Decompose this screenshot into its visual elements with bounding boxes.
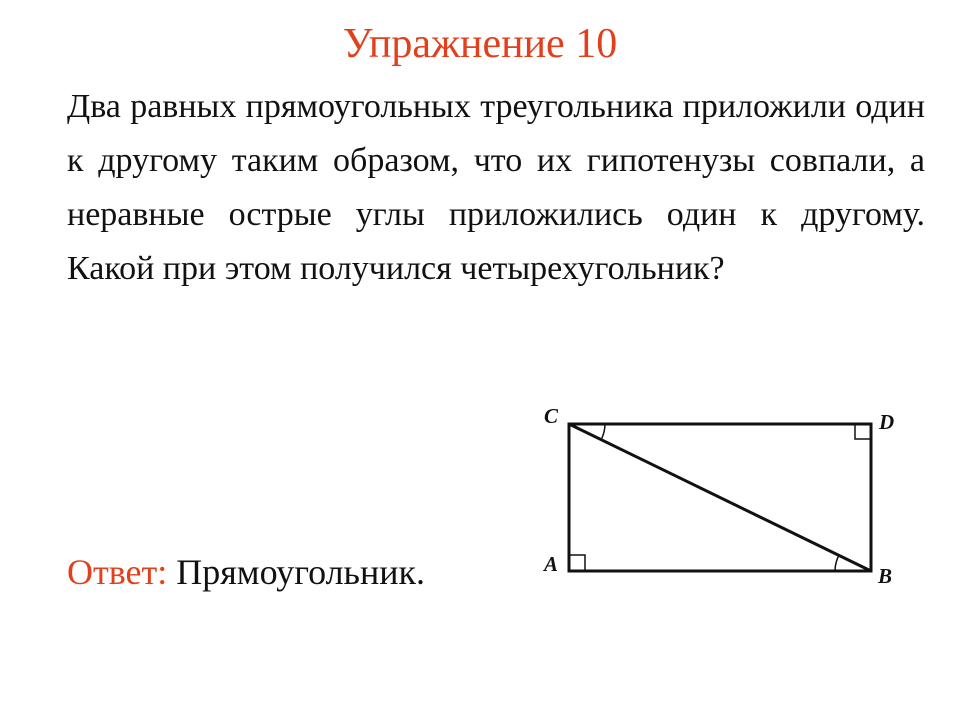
angle-arc-c <box>601 424 605 440</box>
answer <box>67 544 425 600</box>
vertex-label-a: A <box>544 552 559 576</box>
diagonal-cb <box>569 424 871 571</box>
right-angle-mark-d <box>855 424 871 439</box>
right-angle-mark-a <box>569 555 585 571</box>
vertex-label-c: C <box>544 404 559 428</box>
angle-arc-b <box>835 555 839 571</box>
answer-text: Прямоугольник. <box>176 552 425 592</box>
slide-title: Упражнение 10 <box>342 21 618 67</box>
vertex-label-b: B <box>878 564 893 588</box>
vertex-label-d: D <box>879 410 895 434</box>
answer-label: Ответ: <box>67 552 168 592</box>
problem-statement: Два равных прямоугольных треугольника приложили один к другому таким образом, что их гипотенузы совпали, а неравные острые углы приложились один к другому. Какой при этом получился четырехугольник? <box>67 88 925 287</box>
rectangle-figure <box>535 395 915 595</box>
